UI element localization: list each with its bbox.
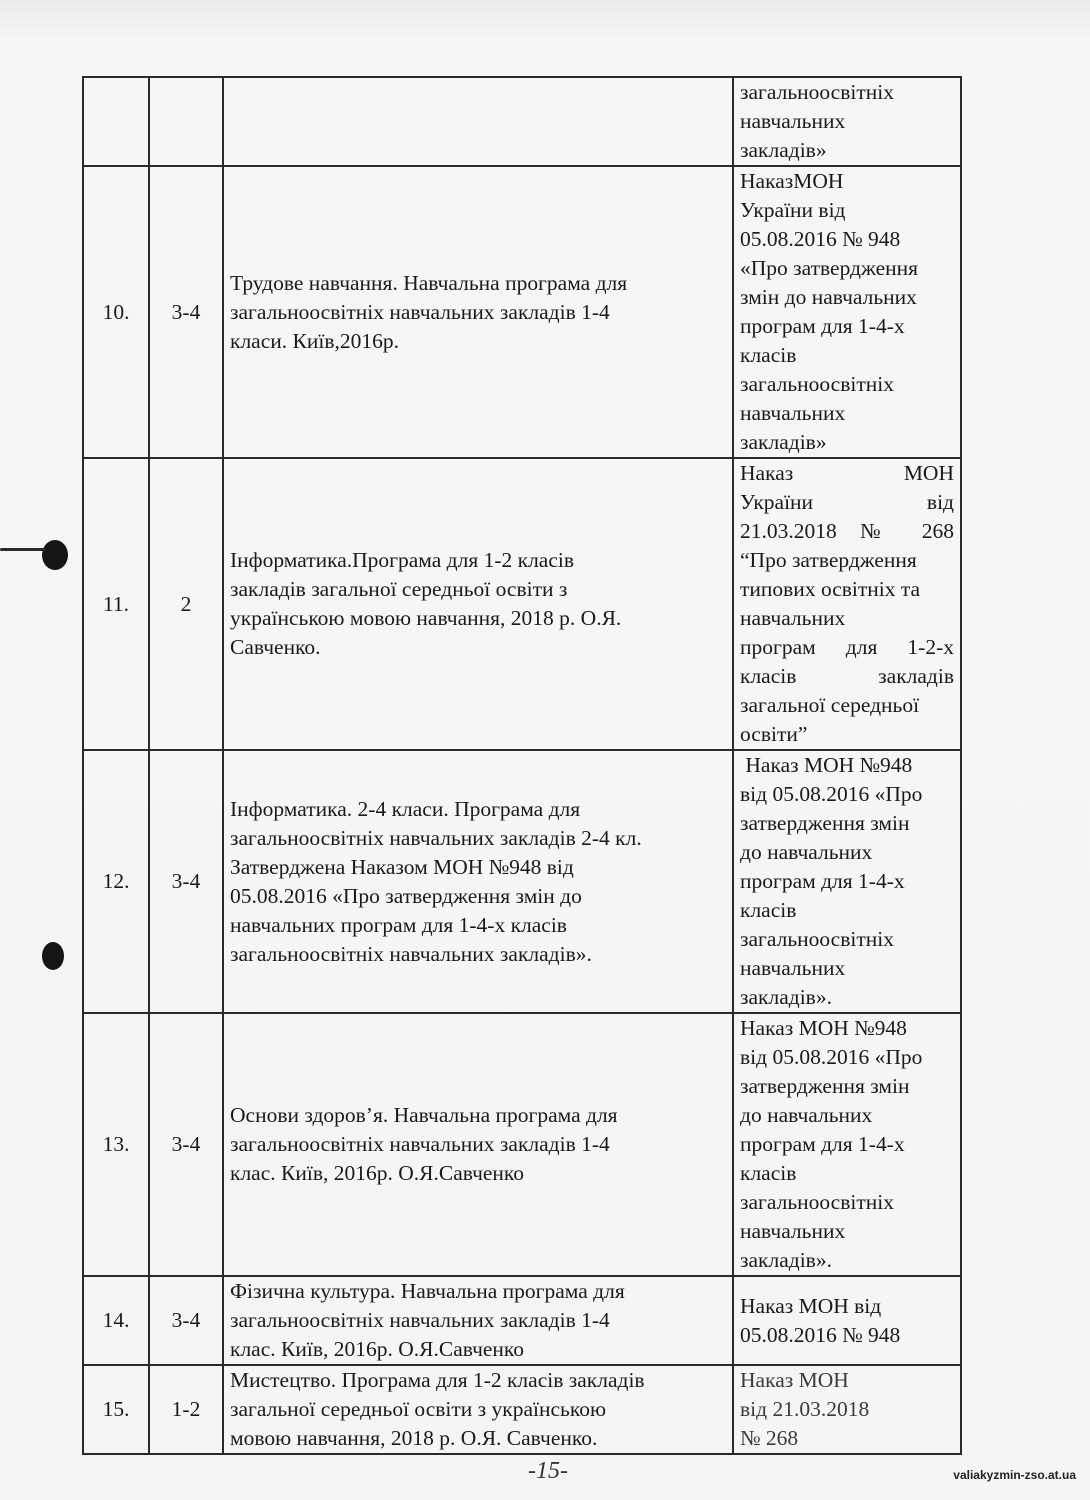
row-order: НаказМОН України від 05.08.2016 № 948 «Про затвердження змін до навчальних програм для 1-4-х класів загальноосвітніх навчальних закладів» (733, 166, 961, 458)
row-classes: 3-4 (149, 166, 223, 458)
row-classes (149, 77, 223, 166)
row-classes: 3-4 (149, 750, 223, 1013)
row-program (223, 77, 733, 166)
site-watermark: valiakyzmin-zso.at.ua (953, 1468, 1076, 1482)
row-program: Інформатика. 2-4 класи. Програма для загальноосвітніх навчальних закладів 2-4 кл. Затверджена Наказом МОН №948 від 05.08.2016 «Про затвердження змін до навчальних програм для 1-4-х класів загальноосвітніх навчальних закладів». (223, 750, 733, 1013)
row-classes: 1-2 (149, 1365, 223, 1454)
row-number: 14. (83, 1276, 149, 1365)
row-number: 12. (83, 750, 149, 1013)
row-program: Трудове навчання. Навчальна програма для загальноосвітніх навчальних закладів 1-4 класи. Київ,2016р. (223, 166, 733, 458)
row-number (83, 77, 149, 166)
row-number: 13. (83, 1013, 149, 1276)
page-number: -15- (528, 1458, 568, 1484)
row-order: Наказ МОН №948 від 05.08.2016 «Про затвердження змін до навчальних програм для 1-4-х класів загальноосвітніх навчальних закладів». (733, 1013, 961, 1276)
row-number: 11. (83, 458, 149, 750)
row-number: 15. (83, 1365, 149, 1454)
table-row (83, 77, 961, 166)
row-order: Наказ МОН від 05.08.2016 № 948 (733, 1276, 961, 1365)
row-classes: 2 (149, 458, 223, 750)
punch-hole-bottom (42, 942, 64, 970)
row-program: Мистецтво. Програма для 1-2 класів закладів загальної середньої освіти з українською мовою навчання, 2018 р. О.Я. Савченко. (223, 1365, 733, 1454)
row-order: загальноосвітніх навчальних закладів» (733, 77, 961, 166)
row-order: Наказ МОН України від 21.03.2018 № 268 “Про затвердження типових освітніх та навчальних програм для 1-2-х класів закладів загальної середньої освіти” (733, 458, 961, 750)
table-row (83, 1013, 961, 1276)
row-program: Фізична культура. Навчальна програма для загальноосвітніх навчальних закладів 1-4 клас. Київ, 2016р. О.Я.Савченко (223, 1276, 733, 1365)
table-row (83, 458, 961, 750)
row-program: Інформатика.Програма для 1-2 класів закладів загальної середньої освіти з українською мовою навчання, 2018 р. О.Я. Савченко. (223, 458, 733, 750)
table-row (83, 1365, 961, 1454)
table-row (83, 166, 961, 458)
row-classes: 3-4 (149, 1276, 223, 1365)
row-program: Основи здоров’я. Навчальна програма для загальноосвітніх навчальних закладів 1-4 клас. Київ, 2016р. О.Я.Савченко (223, 1013, 733, 1276)
row-order: Наказ МОН №948 від 05.08.2016 «Про затвердження змін до навчальних програм для 1-4-х класів загальноосвітніх навчальних закладів». (733, 750, 961, 1013)
row-order: Наказ МОН від 21.03.2018 № 268 (733, 1365, 961, 1454)
table-row (83, 750, 961, 1013)
programs-table (82, 76, 962, 1455)
table-row (83, 1276, 961, 1365)
punch-hole-crease (0, 548, 46, 551)
row-number: 10. (83, 166, 149, 458)
punch-hole-top (42, 540, 68, 570)
row-classes: 3-4 (149, 1013, 223, 1276)
